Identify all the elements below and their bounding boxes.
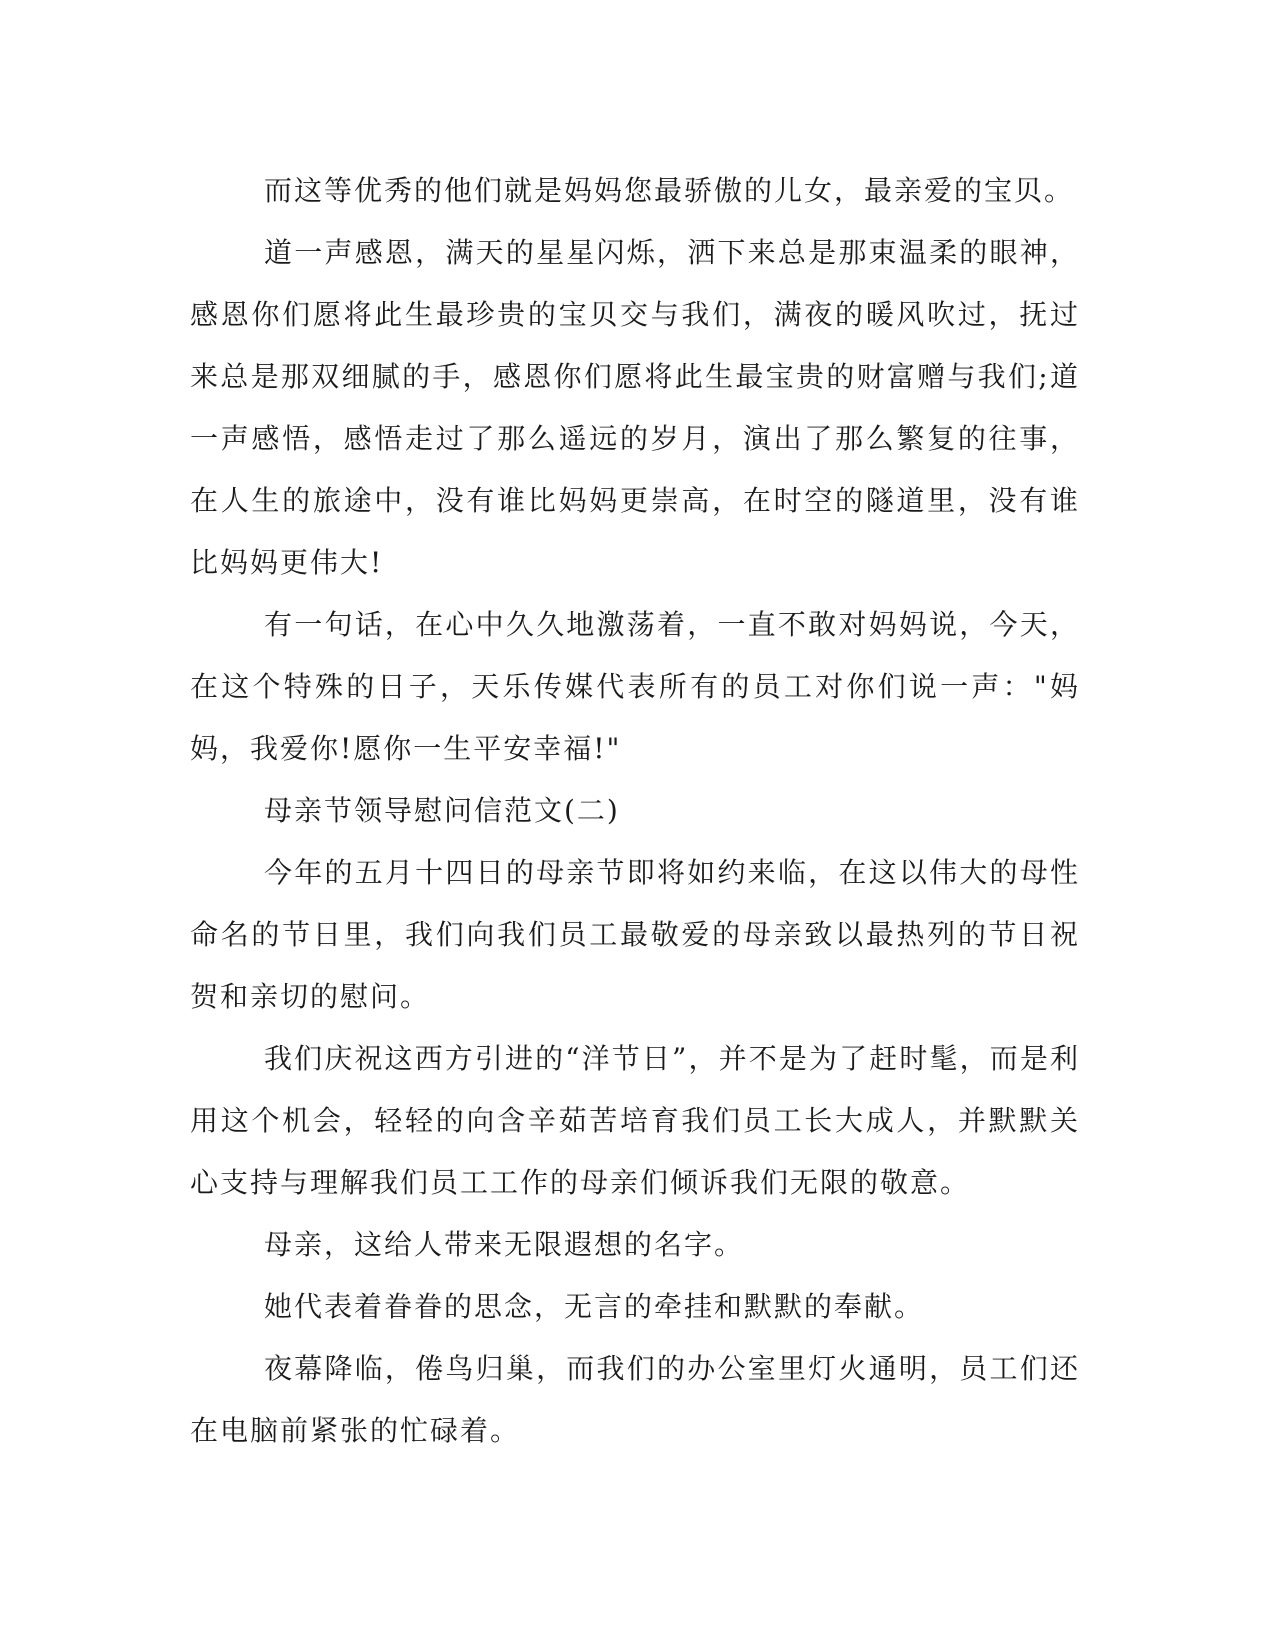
- paragraph-4: 今年的五月十四日的母亲节即将如约来临，在这以伟大的母性命名的节日里，我们向我们员工最敬爱的母亲致以最热列的节日祝贺和亲切的慰问。: [190, 856, 1080, 1013]
- paragraph-6: 母亲，这给人带来无限遐想的名字。: [264, 1228, 745, 1261]
- paragraph-7: 她代表着眷眷的思念，无言的牵挂和默默的奉献。: [264, 1290, 925, 1323]
- paragraph-8: 夜幕降临，倦鸟归巢，而我们的办公室里灯火通明，员工们还在电脑前紧张的忙碌着。: [190, 1352, 1080, 1447]
- document-body: [190, 160, 1080, 1462]
- paragraph-5: 我们庆祝这西方引进的“洋节日”，并不是为了赶时髦，而是利用这个机会，轻轻的向含辛茹苦培育我们员工长大成人，并默默关心支持与理解我们员工工作的母亲们倾诉我们无限的敬意。: [190, 1042, 1080, 1199]
- paragraph-1: 而这等优秀的他们就是妈妈您最骄傲的儿女，最亲爱的宝贝。: [264, 174, 1075, 207]
- paragraph-2: 道一声感恩，满天的星星闪烁，洒下来总是那束温柔的眼神，感恩你们愿将此生最珍贵的宝贝交与我们，满夜的暖风吹过，抚过来总是那双细腻的手，感恩你们愿将此生最宝贵的财富赠与我们;道一声感悟，感悟走过了那么遥远的岁月，演出了那么繁复的往事，在人生的旅途中，没有谁比妈妈更崇高，在时空的隧道里，没有谁比妈妈更伟大!: [190, 236, 1080, 579]
- section-heading: 母亲节领导慰问信范文(二): [264, 794, 620, 827]
- paragraph-3: 有一句话，在心中久久地激荡着，一直不敢对妈妈说，今天，在这个特殊的日子，天乐传媒代表所有的员工对你们说一声："妈妈，我爱你!愿你一生平安幸福!": [190, 608, 1080, 765]
